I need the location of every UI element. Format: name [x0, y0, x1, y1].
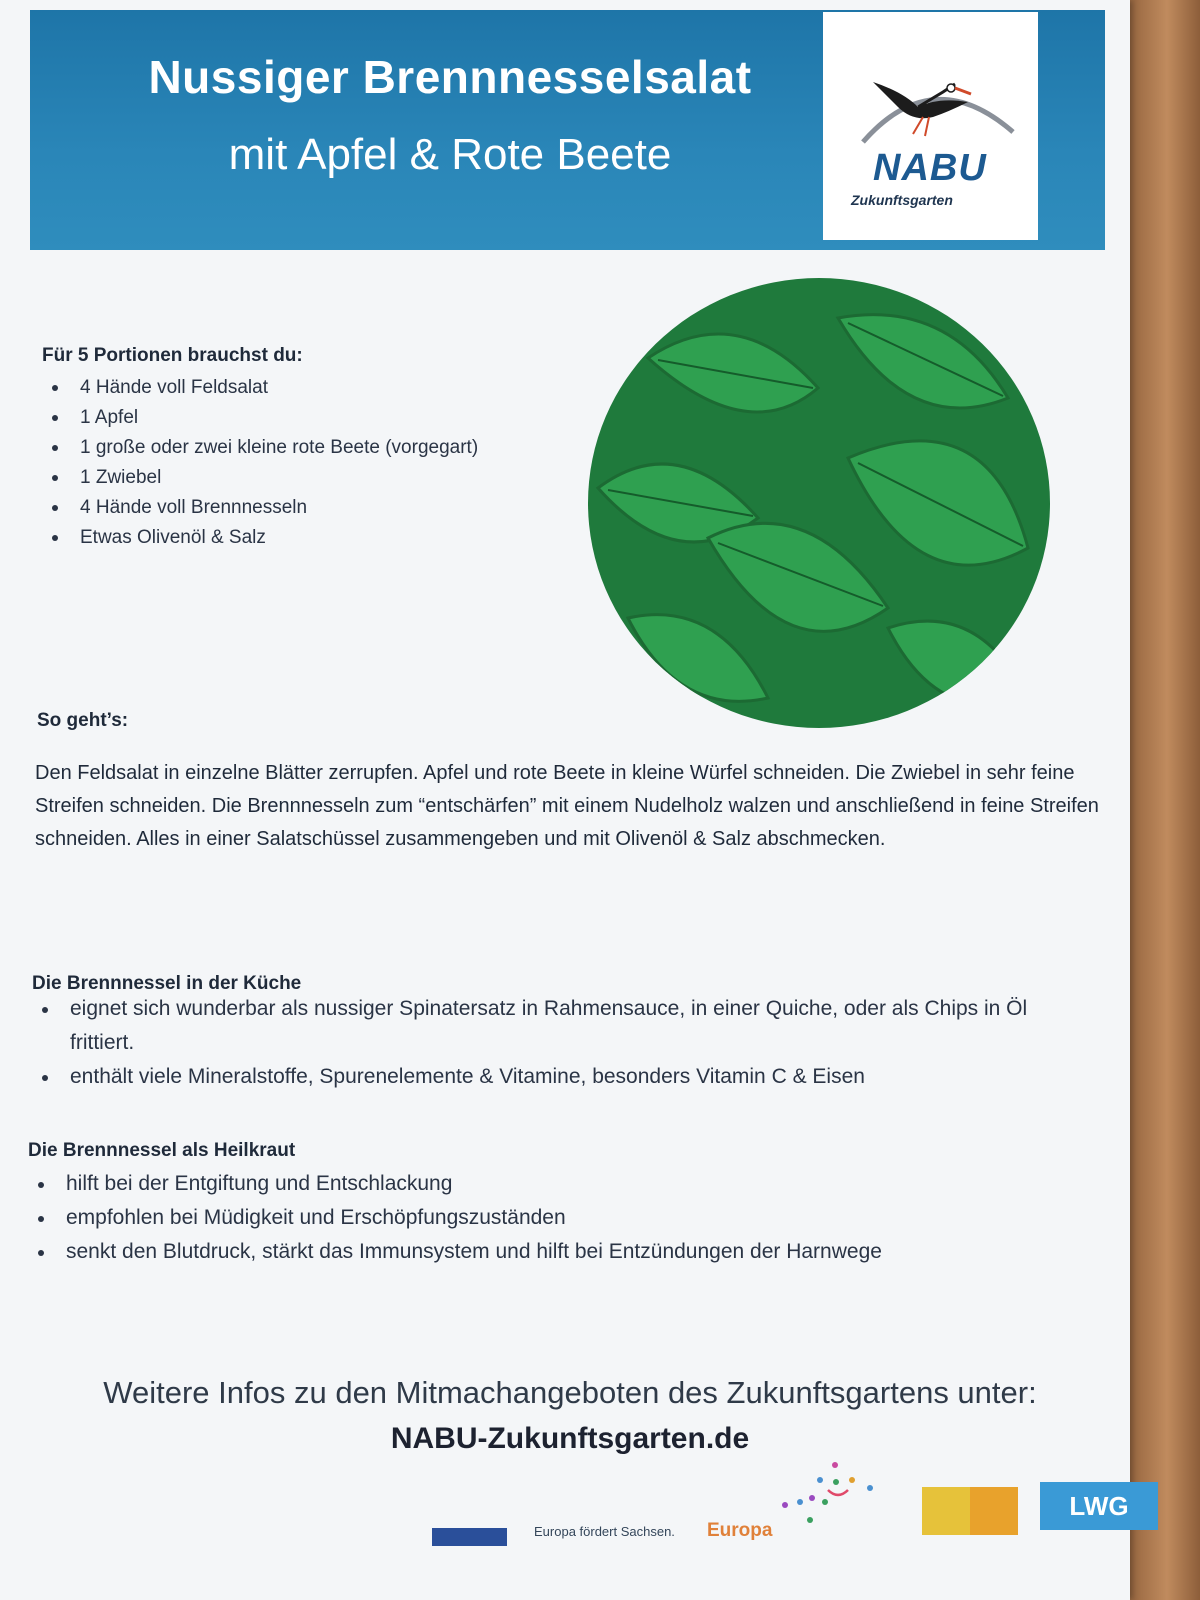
eu-flag-icon [432, 1528, 507, 1546]
europa-dots-icon [780, 1460, 880, 1530]
list-item: Etwas Olivenöl & Salz [42, 523, 562, 553]
lwg-logo: LWG [1040, 1482, 1158, 1530]
method-text: Den Feldsalat in einzelne Blätter zerrupfen. Apfel und rote Beete in kleine Würfel schneiden. Die Zwiebel in sehr feine Streifen schneiden. Die Brennnesseln zum “entschärfen” mit einem Nudelholz walzen und anschließend in feine Streifen schneiden. Alles in einer Salatschüssel zusammengeben und mit Olivenöl & Salz abschmecken. [35, 762, 1099, 850]
nettle-photo [588, 278, 1050, 728]
footer-website-link[interactable]: NABU-Zukunftsgarten.de [390, 1422, 750, 1455]
kitchen-list [32, 992, 1092, 1094]
list-item: hilft bei der Entgiftung und Entschlackung [28, 1167, 1088, 1201]
list-item: senkt den Blutdruck, stärkt das Immunsystem und hilft bei Entzündungen der Harnwege [28, 1235, 1088, 1269]
europa-logo-text: Europa [707, 1520, 773, 1541]
list-item: 1 große oder zwei kleine rote Beete (vorgegart) [42, 433, 562, 463]
eu-funding-text: Europa fördert Sachsen. [534, 1524, 675, 1539]
list-item: enthält viele Mineralstoffe, Spurenelemente & Vitamine, besonders Vitamin C & Eisen [32, 1060, 1092, 1094]
footer-info: Weitere Infos zu den Mitmachangeboten des Zukunftsgartens unter: [103, 1375, 1037, 1410]
nabu-logo-subtext: Zukunftsgarten [851, 192, 953, 208]
header-banner [30, 10, 1105, 250]
healing-list [28, 1167, 1088, 1269]
list-item: 1 Apfel [42, 403, 562, 433]
list-item: 4 Hände voll Brennnesseln [42, 493, 562, 523]
recipe-subtitle: mit Apfel & Rote Beete [228, 130, 672, 179]
list-item: 1 Zwiebel [42, 463, 562, 493]
list-item: empfohlen bei Müdigkeit und Erschöpfungszuständen [28, 1201, 1088, 1235]
ingredients-list [42, 373, 562, 553]
method-heading: So geht’s: [37, 710, 129, 731]
recipe-title: Nussiger Brennnesselsalat [148, 51, 752, 103]
nabu-logo-text: NABU [873, 147, 987, 189]
ingredients-heading: Für 5 Portionen brauchst du: [42, 345, 303, 366]
coat-of-arms-icon [922, 1487, 1018, 1535]
stork-icon [843, 62, 1023, 152]
kitchen-heading: Die Brennnessel in der Küche [32, 973, 302, 994]
nabu-logo [823, 12, 1038, 240]
healing-heading: Die Brennnessel als Heilkraut [28, 1140, 296, 1161]
list-item: eignet sich wunderbar als nussiger Spinatersatz in Rahmensauce, in einer Quiche, oder als Chips in Öl frittiert. [32, 992, 1092, 1060]
list-item: 4 Hände voll Feldsalat [42, 373, 562, 403]
